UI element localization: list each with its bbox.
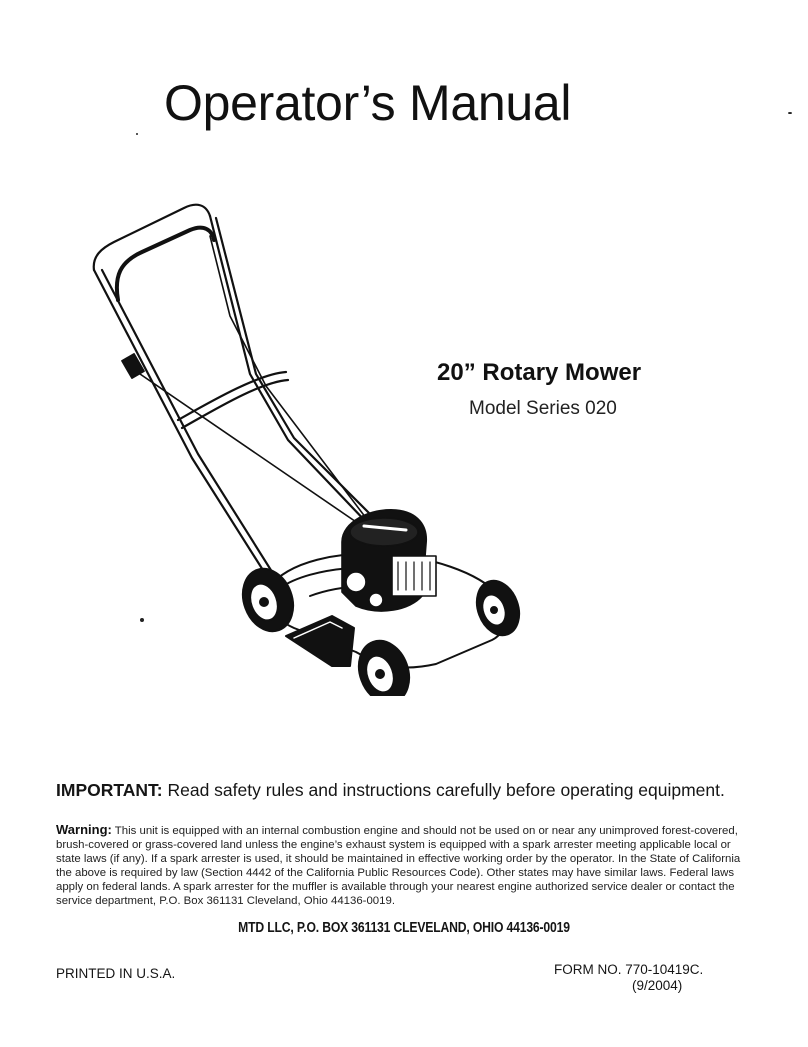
warning-text: This unit is equipped with an internal combustion engine and should not be used on or near any unimproved forest-covered, brush-covered or grass-covered land unless the engine’s exhaust system is equipped with a spark arrester meeting applicable local or state laws (if any). If a spark arrester is used, it should be maintained in effective working order by the operator. In the State of California the above is required by law (Section 4442 of the California Public Resources Code). Other states may have similar laws. Federal laws apply on federal lands. A spark arrester for the muffler is available through your nearest engine authorized service dealer or contact the service department, P.O. Box 361131 Cleveland, Ohio 44136-0019. <box>56 825 741 907</box>
manual-title: Operator’s Manual <box>164 75 572 131</box>
warning-label: Warning: <box>56 822 112 837</box>
scan-speck <box>140 618 144 622</box>
engine <box>342 510 436 611</box>
company-address: MTD LLC, P.O. BOX 361131 CLEVELAND, OHIO 44136-0019 <box>238 920 570 936</box>
form-number: FORM NO. 770-10419C. <box>554 962 704 977</box>
mower-handle <box>94 205 376 616</box>
form-date: (9/2004) <box>632 978 683 993</box>
printed-in: PRINTED IN U.S.A. <box>56 966 176 981</box>
model-series: Model Series 020 <box>469 398 617 419</box>
scan-speck <box>136 133 138 135</box>
important-notice <box>56 780 776 801</box>
product-name: 20” Rotary Mower <box>437 359 642 386</box>
scan-speck <box>788 112 792 114</box>
important-text: Read safety rules and instructions carefully before operating equipment. <box>162 780 725 800</box>
lawn-mower-illustration <box>80 196 540 696</box>
warning-notice <box>56 823 756 908</box>
important-label: IMPORTANT: <box>56 780 163 800</box>
bail-lever <box>117 228 214 300</box>
